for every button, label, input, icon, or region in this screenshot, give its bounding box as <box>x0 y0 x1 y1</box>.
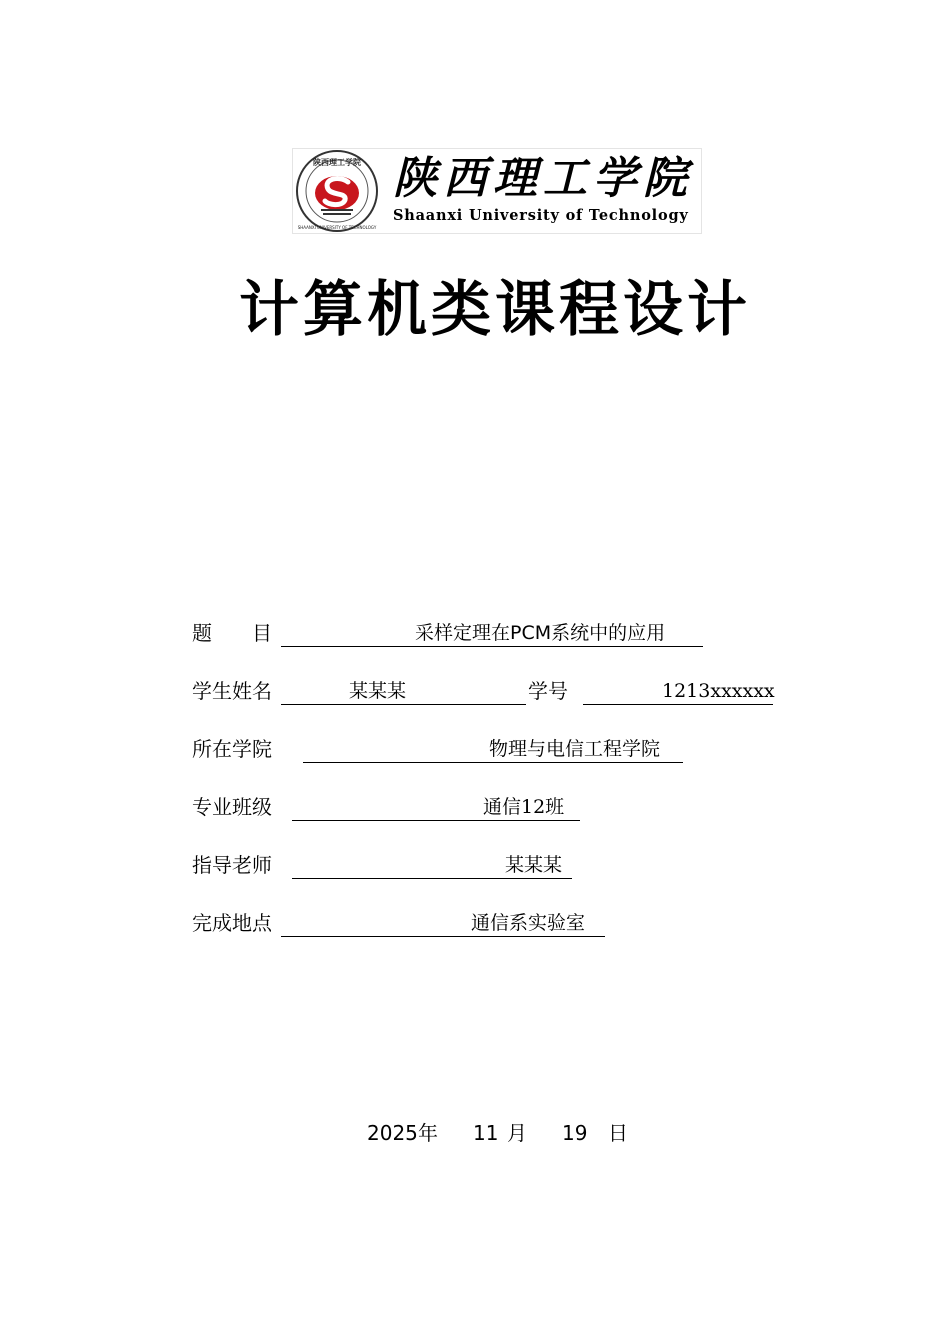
university-logo <box>292 148 702 234</box>
topic-value: 采样定理在PCM系统中的应用 <box>415 622 666 644</box>
student-name-row <box>192 676 782 706</box>
college-row <box>192 734 692 764</box>
topic-row <box>192 618 712 648</box>
college-value: 物理与电信工程学院 <box>489 738 661 760</box>
advisor-row <box>192 850 592 880</box>
date-year: 2025 <box>367 1121 418 1145</box>
university-name-cn: 陕西理工学院 <box>393 153 693 204</box>
page-title: 计算机类课程设计 <box>239 275 751 345</box>
date-year-unit: 年 <box>418 1121 438 1145</box>
student-id-label: 学号 <box>528 679 568 703</box>
date-day: 19 <box>562 1121 588 1145</box>
seal-text-en: SHAANXI UNIVERSITY OF TECHNOLOGY <box>297 225 377 230</box>
university-name-en: Shaanxi University of Technology <box>393 207 689 224</box>
advisor-label: 指导老师 <box>192 853 272 877</box>
date-month: 11 <box>473 1121 499 1145</box>
university-seal-icon <box>295 149 379 233</box>
student-name-value: 某某某 <box>349 680 407 702</box>
date-month-unit: 月 <box>507 1121 527 1145</box>
location-label: 完成地点 <box>192 911 272 935</box>
location-row <box>192 908 622 938</box>
college-label: 所在学院 <box>192 737 272 761</box>
student-name-label: 学生姓名 <box>192 679 272 703</box>
seal-text: 陕西理工学院 <box>313 157 361 167</box>
date-day-unit: 日 <box>608 1121 628 1145</box>
topic-label: 题 目 <box>192 621 272 645</box>
class-value: 通信12班 <box>483 796 565 818</box>
class-row <box>192 792 592 822</box>
location-value: 通信系实验室 <box>471 912 586 934</box>
class-label: 专业班级 <box>192 795 272 819</box>
advisor-value: 某某某 <box>505 854 563 876</box>
student-id-value: 1213xxxxxx <box>662 680 775 702</box>
